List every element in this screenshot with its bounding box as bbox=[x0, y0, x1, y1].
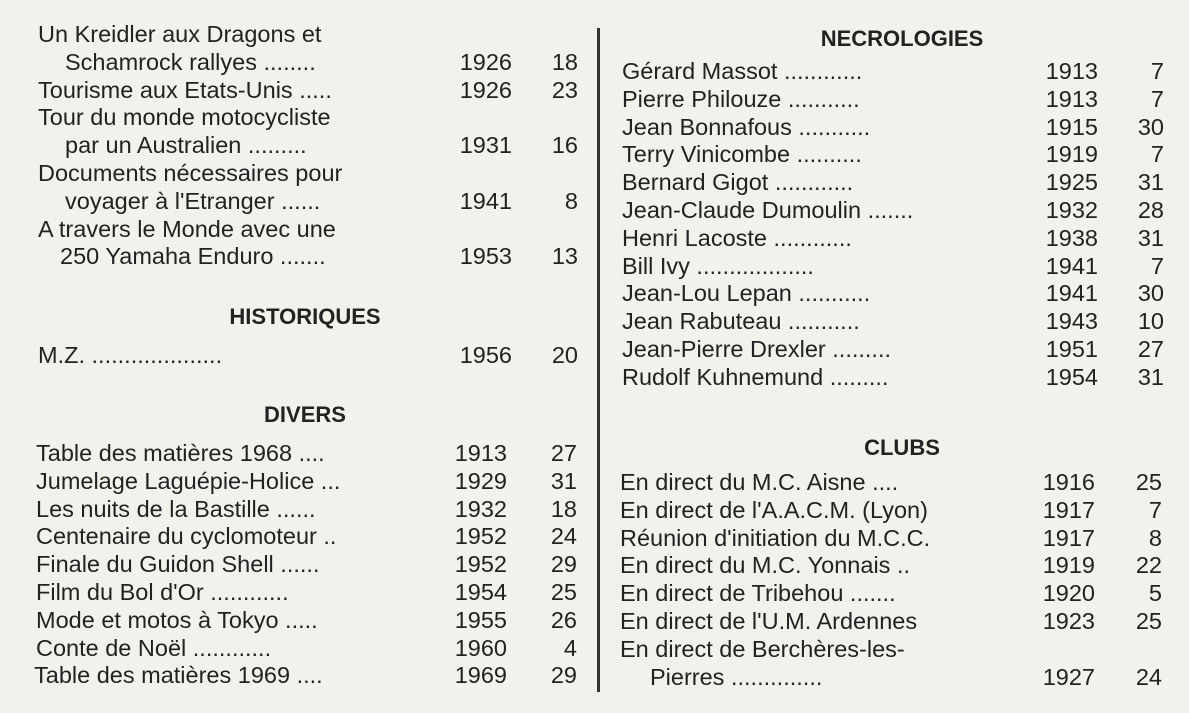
entry-title: Un Kreidler aux Dragons et bbox=[38, 21, 322, 47]
toc-entry bbox=[0, 495, 598, 523]
entry-page: 27 bbox=[1137, 336, 1164, 362]
entry-year: 1916 bbox=[1042, 469, 1095, 495]
toc-entry bbox=[0, 103, 598, 131]
toc-entry bbox=[602, 57, 1189, 85]
toc-entry bbox=[0, 522, 598, 550]
entry-title: En direct du M.C. Yonnais .. bbox=[620, 552, 910, 579]
toc-entry bbox=[602, 279, 1189, 307]
entry-title: Bill Ivy .................. bbox=[622, 252, 814, 279]
toc-entry bbox=[602, 579, 1189, 607]
entry-year: 1915 bbox=[1045, 113, 1098, 140]
entry-page: 18 bbox=[550, 495, 577, 522]
toc-entry bbox=[602, 635, 1189, 663]
entry-page: 7 bbox=[1150, 85, 1164, 112]
entry-year: 1941 bbox=[1045, 280, 1098, 307]
entry-page: 5 bbox=[1148, 580, 1162, 607]
entry-year: 1955 bbox=[454, 606, 507, 633]
section-heading-divers: DIVERS bbox=[264, 402, 346, 427]
entry-page: 30 bbox=[1137, 280, 1164, 307]
entry-year: 1919 bbox=[1042, 552, 1095, 579]
section-heading-historiques: HISTORIQUES bbox=[229, 304, 381, 329]
entry-title: Centenaire du cyclomoteur .. bbox=[36, 523, 337, 550]
entry-title: A travers le Monde avec une bbox=[38, 215, 336, 242]
entry-year: 1929 bbox=[454, 467, 507, 494]
entry-page: 22 bbox=[1135, 552, 1162, 579]
entry-year: 1951 bbox=[1045, 336, 1098, 362]
entry-page: 25 bbox=[1135, 469, 1162, 495]
entry-year: 1943 bbox=[1045, 308, 1098, 335]
toc-entry bbox=[0, 439, 598, 467]
entry-title: Jean-Claude Dumoulin ....... bbox=[622, 197, 914, 223]
toc-entry bbox=[0, 131, 598, 159]
toc-entry bbox=[602, 85, 1189, 113]
toc-entry bbox=[0, 634, 598, 662]
entry-title: Bernard Gigot ............ bbox=[622, 169, 854, 196]
entry-title: En direct de Berchères-les- bbox=[620, 635, 905, 662]
entry-title: En direct de Tribehou ....... bbox=[620, 580, 896, 607]
entry-year: 1927 bbox=[1042, 663, 1095, 690]
entry-title: Conte de Noël ............ bbox=[36, 634, 272, 661]
entry-title: Table des matières 1969 .... bbox=[34, 662, 323, 689]
entry-title: voyager à l'Etranger ...... bbox=[65, 187, 321, 214]
entry-page: 23 bbox=[551, 76, 578, 103]
section-heading-clubs: CLUBS bbox=[864, 435, 940, 460]
entry-title: Rudolf Kuhnemund ......... bbox=[622, 363, 889, 390]
toc-entry bbox=[602, 468, 1189, 496]
entry-title: Jumelage Laguépie-Holice ... bbox=[36, 467, 341, 494]
toc-entry bbox=[602, 496, 1189, 524]
entry-page: 7 bbox=[1150, 252, 1164, 279]
entry-year: 1926 bbox=[459, 76, 512, 103]
toc-entry bbox=[602, 607, 1189, 635]
entry-page: 8 bbox=[564, 187, 578, 214]
section-heading-necrologies: NECROLOGIES bbox=[820, 26, 984, 51]
entry-year: 1954 bbox=[454, 579, 507, 605]
entry-year: 1923 bbox=[1042, 608, 1095, 634]
entry-title: Les nuits de la Bastille ...... bbox=[36, 495, 316, 522]
toc-entry bbox=[602, 551, 1189, 579]
toc-entry bbox=[602, 335, 1189, 363]
entry-year: 1969 bbox=[454, 662, 507, 689]
entry-title: Pierres .............. bbox=[650, 663, 823, 690]
entry-page: 8 bbox=[1148, 524, 1162, 551]
entry-title: Jean Bonnafous ........... bbox=[622, 113, 871, 140]
entry-title: Tourisme aux Etats-Unis ..... bbox=[38, 76, 332, 103]
entry-page: 4 bbox=[563, 634, 577, 661]
entry-title: En direct de l'A.A.C.M. (Lyon) bbox=[620, 496, 928, 523]
entry-title: M.Z. .................... bbox=[38, 342, 223, 368]
toc-entry bbox=[0, 606, 598, 634]
entry-page: 25 bbox=[1135, 608, 1162, 634]
entry-title: Terry Vinicombe .......... bbox=[622, 141, 862, 168]
toc-entry bbox=[0, 467, 598, 495]
entry-title: Jean-Pierre Drexler ......... bbox=[622, 336, 892, 362]
entry-page: 29 bbox=[550, 662, 577, 689]
toc-entry bbox=[0, 76, 598, 104]
entry-title: Réunion d'initiation du M.C.C. bbox=[620, 524, 931, 551]
toc-entry bbox=[0, 550, 598, 578]
entry-page: 31 bbox=[1137, 363, 1164, 390]
entry-title: Mode et motos à Tokyo ..... bbox=[36, 606, 318, 633]
entry-year: 1960 bbox=[454, 634, 507, 661]
entry-year: 1938 bbox=[1045, 224, 1098, 251]
toc-entry bbox=[602, 224, 1189, 252]
entry-page: 16 bbox=[551, 132, 578, 159]
entry-year: 1919 bbox=[1045, 141, 1098, 168]
toc-entry bbox=[0, 661, 598, 689]
entry-year: 1925 bbox=[1045, 169, 1098, 196]
toc-entry bbox=[602, 363, 1189, 391]
entry-title: Jean-Lou Lepan ........... bbox=[622, 280, 871, 307]
toc-entry bbox=[0, 242, 598, 270]
entry-page: 26 bbox=[550, 606, 577, 633]
entry-page: 31 bbox=[550, 467, 577, 494]
entry-year: 1941 bbox=[459, 187, 512, 214]
entry-title: En direct de l'U.M. Ardennes bbox=[620, 608, 918, 634]
toc-entry bbox=[0, 20, 598, 48]
entry-year: 1913 bbox=[1045, 58, 1098, 84]
toc-entry bbox=[0, 187, 598, 215]
entry-page: 28 bbox=[1137, 197, 1164, 223]
entry-year: 1917 bbox=[1042, 496, 1095, 523]
toc-entry bbox=[0, 48, 598, 76]
entry-page: 7 bbox=[1148, 496, 1162, 523]
entry-page: 29 bbox=[550, 551, 577, 578]
entry-title: Schamrock rallyes ........ bbox=[65, 48, 316, 75]
entry-title: Table des matières 1968 .... bbox=[36, 440, 325, 466]
entry-title: Documents nécessaires pour bbox=[38, 160, 343, 186]
entry-year: 1917 bbox=[1042, 524, 1095, 551]
entry-year: 1954 bbox=[1045, 363, 1098, 390]
entry-page: 24 bbox=[1135, 663, 1162, 690]
toc-entry bbox=[0, 159, 598, 187]
entry-title: Jean Rabuteau ........... bbox=[622, 308, 860, 335]
entry-title: Finale du Guidon Shell ...... bbox=[36, 551, 320, 578]
entry-page: 7 bbox=[1150, 58, 1164, 84]
entry-title: Film du Bol d'Or ............ bbox=[36, 579, 289, 605]
entry-year: 1932 bbox=[1045, 197, 1098, 223]
entry-page: 27 bbox=[550, 440, 577, 466]
entry-year: 1952 bbox=[454, 551, 507, 578]
entry-page: 25 bbox=[550, 579, 577, 605]
toc-entry bbox=[602, 113, 1189, 141]
entry-title: Gérard Massot ............ bbox=[622, 58, 863, 84]
entry-year: 1941 bbox=[1045, 252, 1098, 279]
toc-entry bbox=[602, 524, 1189, 552]
toc-entry bbox=[0, 215, 598, 243]
entry-page: 20 bbox=[551, 342, 578, 368]
toc-entry bbox=[602, 663, 1189, 691]
entry-title: 250 Yamaha Enduro ....... bbox=[60, 243, 326, 270]
entry-page: 13 bbox=[551, 243, 578, 270]
entry-year: 1913 bbox=[1045, 85, 1098, 112]
entry-page: 18 bbox=[551, 48, 578, 75]
entry-title: par un Australien ......... bbox=[65, 132, 307, 159]
entry-year: 1952 bbox=[454, 523, 507, 550]
entry-page: 24 bbox=[550, 523, 577, 550]
entry-page: 7 bbox=[1150, 141, 1164, 168]
toc-entry bbox=[602, 168, 1189, 196]
toc-entry bbox=[602, 252, 1189, 280]
toc-entry bbox=[602, 140, 1189, 168]
entry-title: Henri Lacoste ............ bbox=[622, 224, 852, 251]
entry-year: 1931 bbox=[459, 132, 512, 159]
entry-year: 1926 bbox=[459, 48, 512, 75]
entry-year: 1956 bbox=[459, 342, 512, 368]
toc-entry bbox=[602, 307, 1189, 335]
entry-title: En direct du M.C. Aisne .... bbox=[620, 469, 899, 495]
entry-page: 31 bbox=[1137, 224, 1164, 251]
entry-year: 1932 bbox=[454, 495, 507, 522]
toc-entry bbox=[0, 341, 598, 369]
entry-year: 1953 bbox=[459, 243, 512, 270]
entry-title: Pierre Philouze ........... bbox=[622, 85, 860, 112]
entry-page: 31 bbox=[1137, 169, 1164, 196]
toc-entry bbox=[0, 578, 598, 606]
entry-page: 30 bbox=[1137, 113, 1164, 140]
entry-year: 1913 bbox=[454, 440, 507, 466]
entry-title: Tour du monde motocycliste bbox=[38, 104, 331, 131]
entry-page: 10 bbox=[1137, 308, 1164, 335]
entry-year: 1920 bbox=[1042, 580, 1095, 607]
toc-entry bbox=[602, 196, 1189, 224]
